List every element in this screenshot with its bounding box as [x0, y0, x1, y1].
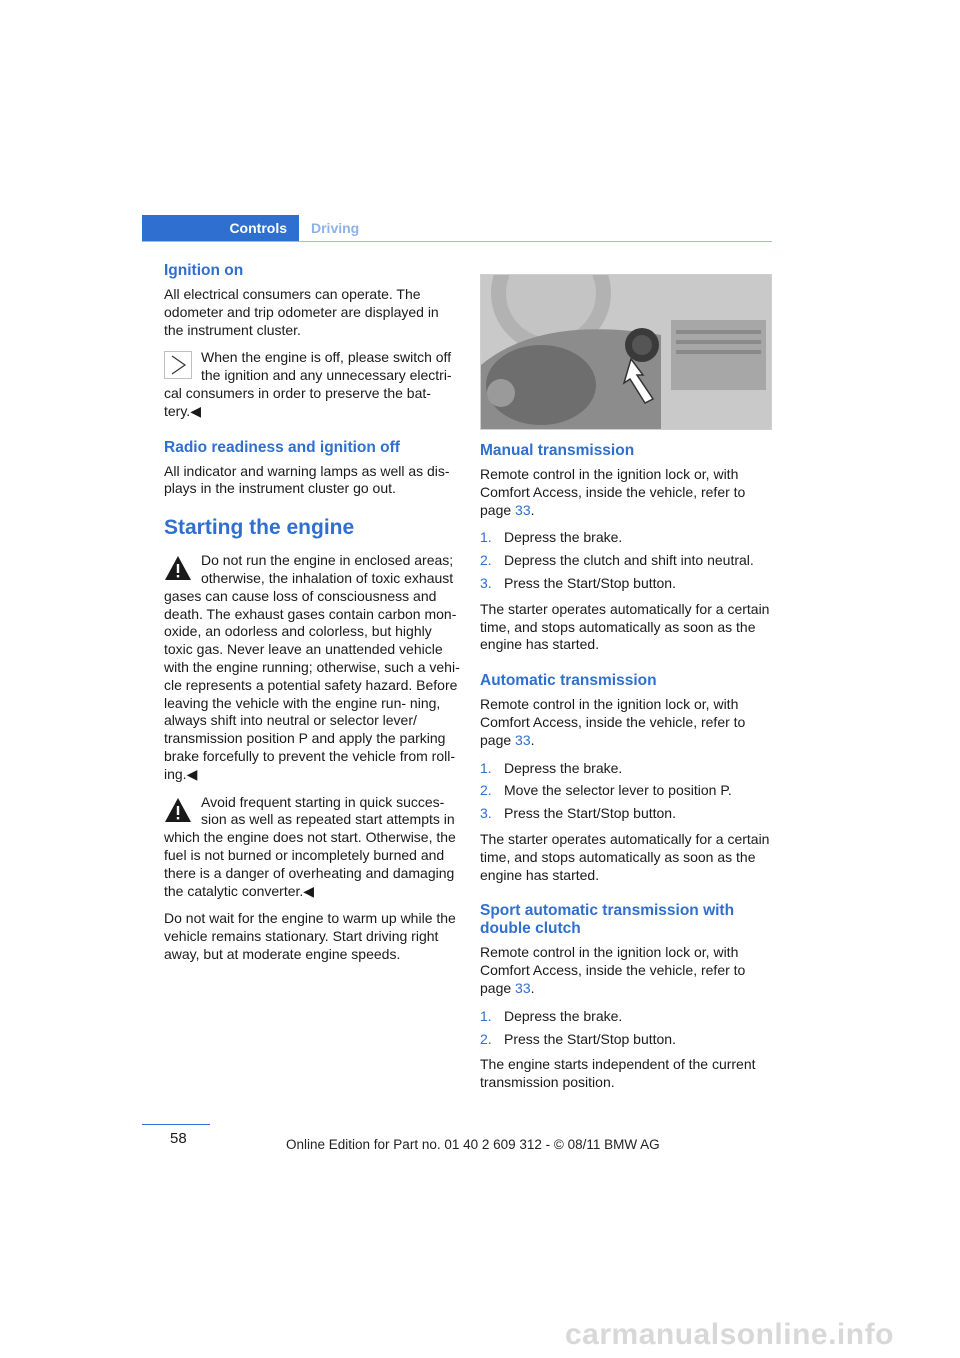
warning-icon [164, 796, 192, 824]
warning-2-rest: which the engine does not start. Otherwise, the fuel is not burned or incompletely burned and there is a danger of overheating and damaging the catalytic converter.◀ [164, 829, 456, 899]
sport-steps [480, 1008, 778, 1049]
warning-icon [164, 554, 192, 582]
sport-page-link[interactable]: 33 [515, 979, 531, 996]
note-block [164, 349, 462, 420]
note-text-rest: cal consumers in order to preserve the bat- tery.◀ [164, 384, 431, 419]
list-item: 3. Press the Start/Stop button. [480, 574, 676, 591]
automatic-transmission-heading: Automatic transmission [480, 672, 657, 690]
ignition-on-text: All electrical consumers can operate. The odometer and trip odometer are displayed in the instrument cluster. [164, 286, 439, 338]
list-item: 1. Depress the brake. [480, 529, 623, 546]
list-item: 3. Press the Start/Stop button. [480, 805, 676, 822]
auto-after-text: The starter operates automatically for a certain time, and stops automatically as soon as the engine has started. [480, 830, 770, 883]
radio-readiness-text: All indicator and warning lamps as well as dis- plays in the instrument cluster go out. [164, 462, 450, 497]
warning-2-first: Avoid frequent starting in quick succes- sion as well as repeated start attempts in [201, 793, 455, 828]
list-item: 1. Depress the brake. [480, 759, 623, 776]
manual-page-link[interactable]: 33 [515, 501, 531, 518]
warning-1-rest: gases can cause loss of consciousness and death. The exhaust gases contain carbon mon- oxide, an odorless and colorless, but highly toxic gas. Never leave an unattended vehicle with the engine running; otherwise, such a vehi- cle represents a potential safety hazard. Before leaving the vehicle with the engine run- ning, always shift into neutral or selector lever/ transmission position P and apply the parking brake forcefully to prevent the vehicle from roll- ing.◀ [164, 587, 460, 782]
sport-transmission-heading: Sport automatic transmission with double clutch [480, 902, 735, 938]
auto-page-link[interactable]: 33 [515, 731, 531, 748]
ignition-on-heading: Ignition on [164, 262, 244, 279]
footer-rule [142, 1124, 210, 1125]
note-text-first: When the engine is off, please switch off the ignition and any unnecessary electri- [201, 349, 452, 384]
auto-intro: Remote control in the ignition lock or, with Comfort Access, inside the vehicle, refer to page [480, 696, 746, 748]
list-item: 2. Depress the clutch and shift into neutral. [480, 552, 754, 569]
auto-steps [480, 760, 778, 823]
list-item: 2. Move the selector lever to position P. [480, 782, 732, 799]
left-column [164, 262, 462, 974]
starting-engine-heading: Starting the engine [164, 516, 355, 540]
warning-block-2 [164, 794, 462, 901]
section-tab-controls: Controls [142, 215, 299, 242]
warmup-text: Do not wait for the engine to warm up while the vehicle remains stationary. Start driving right away, but at moderate engine speeds. [164, 910, 456, 962]
note-triangle-icon [164, 351, 192, 379]
right-column: Manual transmission Remote control in the ignition lock or, with Comfort Access, inside the vehicle, refer to page 33. 1. Depress the brake. 2. Depress the clutch and shift into neutral. 3. Press the Start/Stop button. The starter operates automatically for a certain time, and stops automatically as soon as the engine has started. Automatic transmission Remote control in the ignition lock or, with Comfort Access, inside the vehicle, refer to page 33. 1. Depress the brake. 2. Move the selector lever to position P. 3. Press the Start/Stop button. The starter operates automatically for a certain time, and stops automatically as soon as the engine has started. Sport automatic transmission with double clutch Remote control in the ignition lock or, with Comfort Access, inside the vehicle, refer to page 33. 1. Depress the brake. 2. Press the Start/Stop button. The engine starts independent of the current transmission position. [480, 274, 778, 1102]
edition-footer: Online Edition for Part no. 01 40 2 609 312 - © 08/11 BMW AG [286, 1137, 660, 1152]
site-watermark: carmanualsonline.info [565, 1318, 894, 1351]
list-item: 1. Depress the brake. [480, 1007, 623, 1024]
page-number: 58 [170, 1130, 187, 1147]
sport-intro: Remote control in the ignition lock or, with Comfort Access, inside the vehicle, refer to page [480, 944, 746, 996]
header-rule [142, 241, 772, 242]
sport-after-text: The engine starts independent of the current transmission position. [480, 1056, 756, 1091]
manual-steps [480, 529, 778, 592]
warning-1-first: Do not run the engine in enclosed areas; otherwise, the inhalation of toxic exhaust [201, 552, 454, 586]
section-tab-driving: Driving [311, 220, 360, 236]
start-stop-button-photo [480, 274, 772, 430]
manual-after-text: The starter operates automatically for a certain time, and stops automatically as soon as the engine has started. [480, 600, 770, 653]
warning-block-1 [164, 552, 462, 783]
list-item: 2. Press the Start/Stop button. [480, 1030, 676, 1047]
manual-transmission-heading: Manual transmission [480, 442, 635, 459]
radio-readiness-heading: Radio readiness and ignition off [164, 438, 400, 456]
manual-intro: Remote control in the ignition lock or, with Comfort Access, inside the vehicle, refer to page [480, 466, 746, 518]
